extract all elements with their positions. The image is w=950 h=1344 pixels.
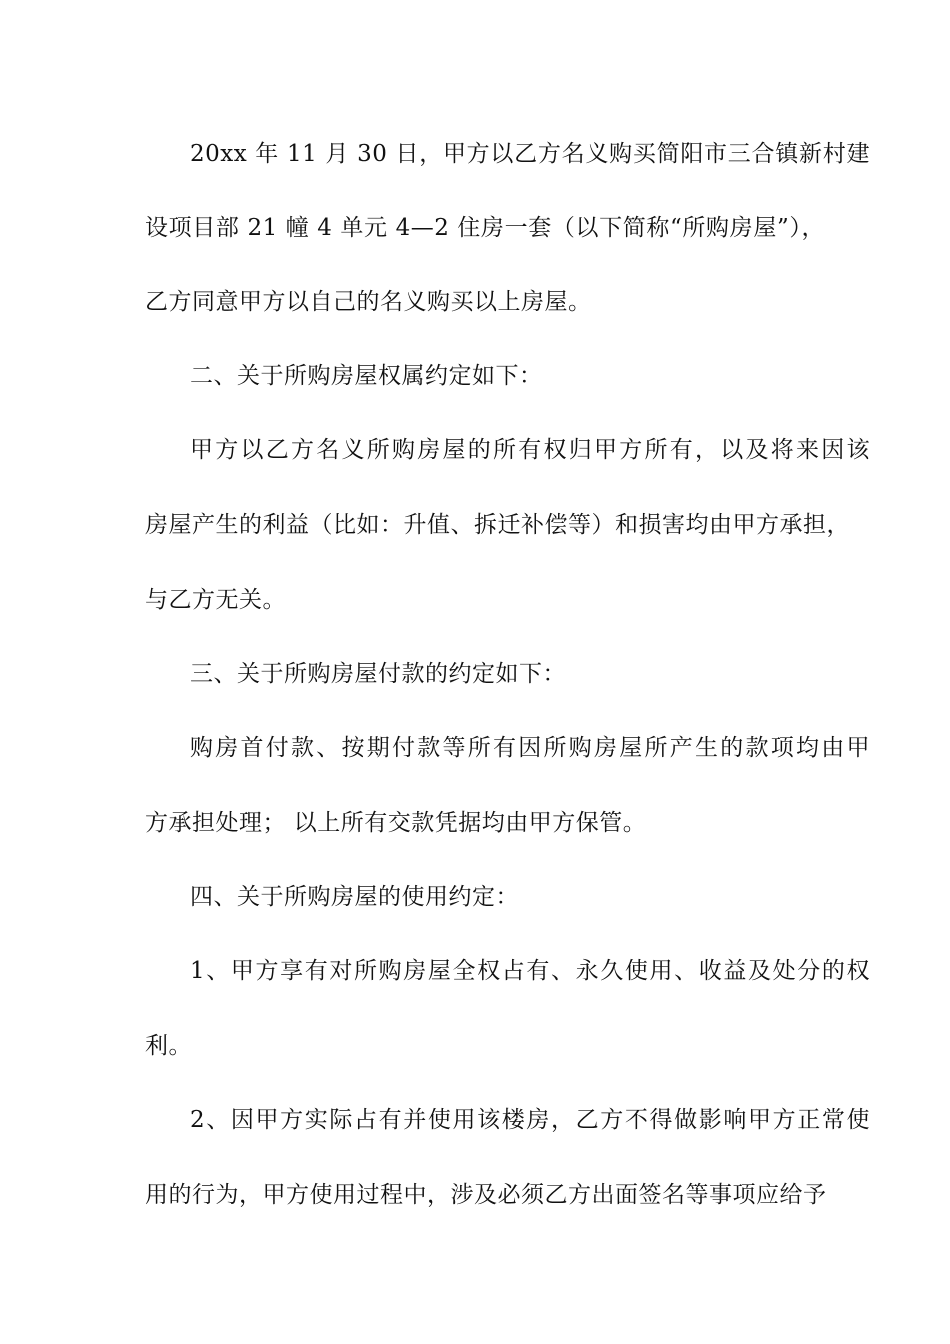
paragraph-1-line-1: 20xx 年 11 月 30 日，甲方以乙方名义购买简阳市三合镇新村建 [190,141,870,167]
section-heading-3: 三、关于所购房屋付款的约定如下： [190,661,566,687]
item-1-line-2: 利。 [145,1033,192,1059]
paragraph-3-line-2: 方承担处理； 以上所有交款凭据均由甲方保管。 [145,810,647,836]
item-2-line-2: 用的行为，甲方使用过程中，涉及必须乙方出面签名等事项应给予 [145,1182,827,1208]
item-1-line-1: 1、甲方享有对所购房屋全权占有、永久使用、收益及处分的权 [190,958,870,984]
paragraph-2-line-1: 甲方以乙方名义所购房屋的所有权归甲方所有，以及将来因该 [190,437,870,463]
paragraph-1-line-2: 设项目部 21 幢 4 单元 4—2 住房一套（以下简称“所购房屋”）， [145,215,825,241]
section-heading-2: 二、关于所购房屋权属约定如下： [190,363,543,389]
section-heading-4: 四、关于所购房屋的使用约定： [190,884,519,910]
paragraph-2-line-2: 房屋产生的利益（比如：升值、拆迁补偿等）和损害均由甲方承担， [145,512,850,538]
paragraph-1-line-3: 乙方同意甲方以自己的名义购买以上房屋。 [145,289,592,315]
paragraph-3-line-1: 购房首付款、按期付款等所有因所购房屋所产生的款项均由甲 [190,735,870,761]
paragraph-2-line-3: 与乙方无关。 [145,587,286,613]
item-2-line-1: 2、因甲方实际占有并使用该楼房，乙方不得做影响甲方正常使 [190,1107,870,1133]
